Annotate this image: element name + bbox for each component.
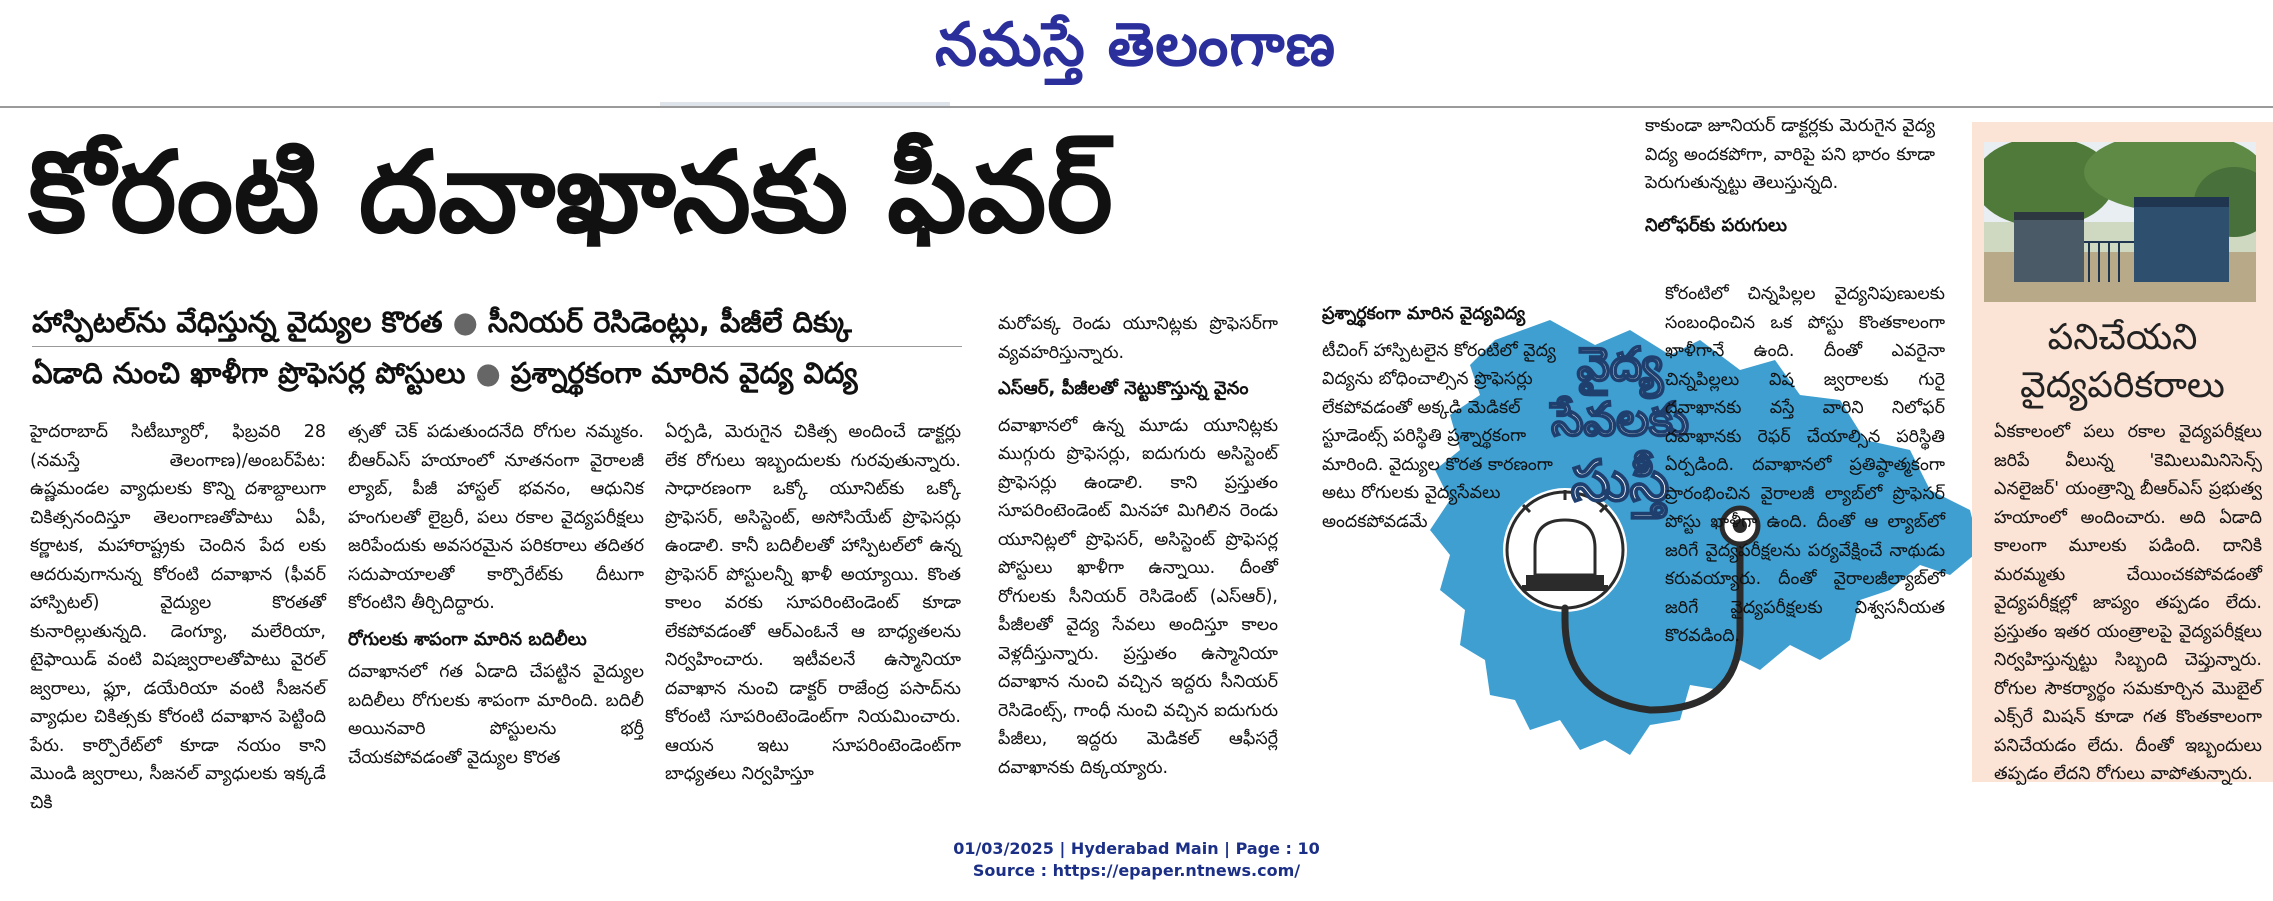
sidebar-box (1972, 122, 2273, 782)
inset-subhead: ప్రశ్నార్థకంగా మారిన వైద్యవిద్య (1322, 304, 1526, 324)
masthead-rule (0, 106, 2273, 108)
sidebar-title: పనిచేయని వైద్యపరికరాలు (2020, 317, 2225, 406)
col5-paragraph: కాకుండా జూనియర్ డాక్టర్లకు మెరుగైన వైద్య విద్య అందకపోగా, వారిపై పని భారం కూడా పెరుగుతున్నట్టు తెలుస్తున్నది. (1645, 116, 1935, 193)
article-column-5 (1645, 112, 1935, 246)
deck-1a: హాస్పిటల్‌ను వేధిస్తున్న వైద్యుల కొరత (32, 305, 443, 339)
col2-paragraph-2: దవాఖానలో గత ఏడాది చేపట్టిన వైద్యుల బదిలీలు రోగులకు శాపంగా మారింది. బదిలీ అయినవారి పోస్టులను భర్తీ చేయకపోవడంతో వైద్యుల కొరత (348, 662, 644, 768)
deck-rule (32, 346, 962, 347)
col4-paragraph-2: దవాఖానలో ఉన్న మూడు యూనిట్లకు ముగ్గురు ప్రొఫెసర్లు, ఐదుగురు అసిస్టెంట్ ప్రొఫెసర్లు ఉండాలి. కాని ప్రస్తుతం సూపరింటెండెంట్ మినహా మిగిలిన రెండు యూనిట్లలో ప్రొఫెసర్, అసిస్టెంట్ ప్రొఫెసర్ల పోస్టులు ఖాళీగా ఉన్నాయి. దీంతో రోగులకు సీనియర్ రెసిడెంట్ (ఎస్‌ఆర్), పీజీలతో వైద్య సేవలు అందిస్తూ కాలం వెళ్లదీస్తున్నారు. ప్రస్తుతం ఉస్మానియా దవాఖాన నుంచి వచ్చిన ఇద్దరు సీనియర్ రెసిడెంట్స్, గాంధీ నుంచి వచ్చిన ఐదుగురు పీజీలు, ఇద్దరు మెడికల్ ఆఫీసర్లే దవాఖానకు దిక్కయ్యారు. (998, 415, 1278, 778)
deck-2a: ఏడాది నుంచి ఖాళీగా ప్రొఫెసర్ల పోస్టులు (32, 356, 466, 390)
headline: కోరంటి దవాఖానకు ఫీవర్ (28, 128, 1113, 258)
source-line: Source : https://epaper.ntnews.com/ (972, 861, 1301, 880)
graphic-line-3: సుస్తీ (1571, 449, 1669, 514)
article-column-3 (665, 418, 961, 789)
col1-paragraph: హైదరాబాద్ సిటీబ్యూరో, ఫిబ్రవరి 28 (నమస్తే తెలంగాణ)/అంబర్‌పేట: ఉష్ణమండల వ్యాధులకు కొన్ని దశాబ్దాలుగా చికిత్సనందిస్తూ తెలంగాణతోపాటు ఏపీ, కర్ణాటక, మహారాష్ట్రకు చెందిన పేద లకు ఆదరువుగానున్న కోరంటి దవాఖాన (ఫీవర్ హాస్పిటల్) వైద్యుల కొరతతో కునారిల్లుతున్నది. డెంగ్యూ, మలేరియా, టైఫాయిడ్ వంటి విషజ్వరాలతోపాటు వైరల్ జ్వరాలు, ఫ్లూ, డయేరియా వంటి సీజనల్ వ్యాధుల చికిత్సకు కోరంటి దవాఖాన పెట్టింది పేరు. కార్పొరేట్‌లో కూడా నయం కాని మొండి జ్వరాలు, సీజనల్ వ్యాధులకు ఇక్కడే చికి (30, 422, 326, 813)
col2-subhead: రోగులకు శాపంగా మారిన బదిలీలు (348, 628, 587, 650)
deck-1b: సీనియర్ రెసిడెంట్లు, పీజీలే దిక్కు (487, 305, 852, 339)
masthead (0, 0, 2273, 105)
col6-paragraph: కోరంటిలో చిన్నపిల్లల వైద్యనిపుణులకు సంబంధించిన ఒక పోస్టు కొంతకాలంగా ఖాళీగానే ఉంది. దీంతో ఎవరైనా చిన్నపిల్లలు విష జ్వరాలకు గురై దవాఖానకు వస్తే వారిని నిలోఫర్ దవాఖానకు రెఫర్ చేయాల్సిన పరిస్థితి ఏర్పడింది. దవాఖానలో ప్రతిష్ఠాత్మకంగా ప్రారంభించిన వైరాలజీ ల్యాబ్‌లో ప్రొఫెసర్ పోస్టు ఖాళీగా ఉంది. దీంతో ఆ ల్యాబ్‌లో జరిగే వైద్యపరీక్షలను పర్యవేక్షించే నాథుడు కరువయ్యారు. దీంతో వైరాలజీల్యాబ్‌లో జరిగే వైద్యపరీక్షలకు విశ్వసనీయత కొరవడింది. (1665, 284, 1945, 646)
col4-subhead: ఎస్‌ఆర్, పీజీలతో నెట్టుకొస్తున్న వైనం (998, 378, 1249, 399)
edition-line: 01/03/2025 | Hyderabad Main | Page : 10 (953, 839, 1320, 858)
col3-paragraph: ఏర్పడి, మెరుగైన చికిత్స అందించే డాక్టర్లు లేక రోగులు ఇబ్బందులకు గురవుతున్నారు. సాధారణంగా ఒక్కో యూనిట్‌కు ఒక్కో ప్రొఫెసర్, అసిస్టెంట్, అసోసియేట్ ప్రొఫెసర్లు ఉండాలి. కానీ బదిలీలతో హాస్పిటల్‌లో ఉన్న ప్రొఫెసర్ పోస్టులన్నీ ఖాళీ అయ్యాయి. కొంత కాలం వరకు సూపరింటెండెంట్ కూడా లేకపోవడంతో ఆర్‌ఎంఓనే ఆ బాధ్యతలను నిర్వహించారు. ఇటీవలనే ఉస్మానియా దవాఖాన నుంచి డాక్టర్ రాజేంద్ర పసాద్‌ను కోరంటి సూపరింటెండెంట్‌గా నియమించారు. ఆయన ఇటు సూపరింటెండెంట్‌గా బాధ్యతలు నిర్వహిస్తూ (665, 422, 961, 784)
page-footer (0, 838, 2273, 882)
sidebar-paragraph: ఏకకాలంలో పలు రకాల వైద్యపరీక్షలు జరిపే వీలున్న 'కెమిలుమినిసెన్స్ ఎనలైజర్' యంత్రాన్ని బీఆర్‌ఎస్ ప్రభుత్వ హయాంలో అందించారు. అది ఏడాది కాలంగా మూలకు పడింది. దానికి మరమ్మతు చేయించకపోవడంతో వైద్యపరీక్షల్లో జాప్యం తప్పడం లేదు. ప్రస్తుతం ఇతర యంత్రాలపై వైద్యపరీక్షలు నిర్వహిస్తున్నట్టు సిబ్బంది చెప్తున్నారు. రోగుల సౌకర్యార్థం సమకూర్చిన మొబైల్ ఎక్స్‌రే మిషన్ కూడా గత కొంతకాలంగా పనిచేయడం లేదు. దీంతో ఇబ్బందులు తప్పడం లేదని రోగులు వాపోతున్నారు. (1994, 422, 2262, 784)
deck-bullet: ● (452, 305, 478, 339)
deck-bullet: ● (475, 356, 501, 390)
inset-paragraph: టీచింగ్ హాస్పిటలైన కోరంటిలో వైద్య విద్యను బోధించాల్సిన ప్రొఫెసర్లు లేకపోవడంతో అక్కడి మెడికల్ స్టూడెంట్స్ పరిస్థితి ప్రశ్నార్థకంగా మారింది. వైద్యుల కొరత కారణంగా అటు రోగులకు వైద్యసేవలు అందకపోవడమే (1322, 340, 1556, 532)
deck-line-1 (32, 305, 852, 347)
graphic-line-1: వైద్య (1577, 337, 1663, 391)
article-column-6 (1665, 280, 1945, 651)
graphic-line-2: సేవలకు (1551, 392, 1689, 446)
col2-paragraph-1: త్సతో చెక్ పడుతుందనేది రోగుల నమ్మకం. బీఆర్‌ఎస్ హయాంలో నూతనంగా వైరాలజీ ల్యాబ్, పీజీ హాస్టల్ భవనం, ఆధునిక హంగులతో లైబ్రరీ, పలు రకాల వైద్యపరీక్షలు జరిపేందుకు అవసరమైన పరికరాలు తదితర సదుపాయాలతో కార్పొరేట్‌కు దీటుగా కోరంటిని తీర్చిదిద్దారు. (348, 422, 644, 613)
article-column-1 (30, 418, 326, 817)
hospital-gate-photo (1984, 142, 2256, 302)
article-column-4 (998, 310, 1278, 782)
deck-line-2 (32, 356, 858, 398)
col5-subhead: నిలోఫర్‌కు పరుగులు (1645, 214, 1787, 236)
deck-2b: ప్రశ్నార్థకంగా మారిన వైద్య విద్య (510, 356, 858, 390)
newspaper-name: నమస్తే తెలంగాణ (935, 10, 1337, 80)
article-column-2 (348, 418, 644, 772)
inset-column (1322, 300, 1572, 536)
col4-paragraph-1: మరోపక్క రెండు యూనిట్లకు ప్రొఫెసర్‌గా వ్యవహరిస్తున్నారు. (998, 314, 1278, 363)
